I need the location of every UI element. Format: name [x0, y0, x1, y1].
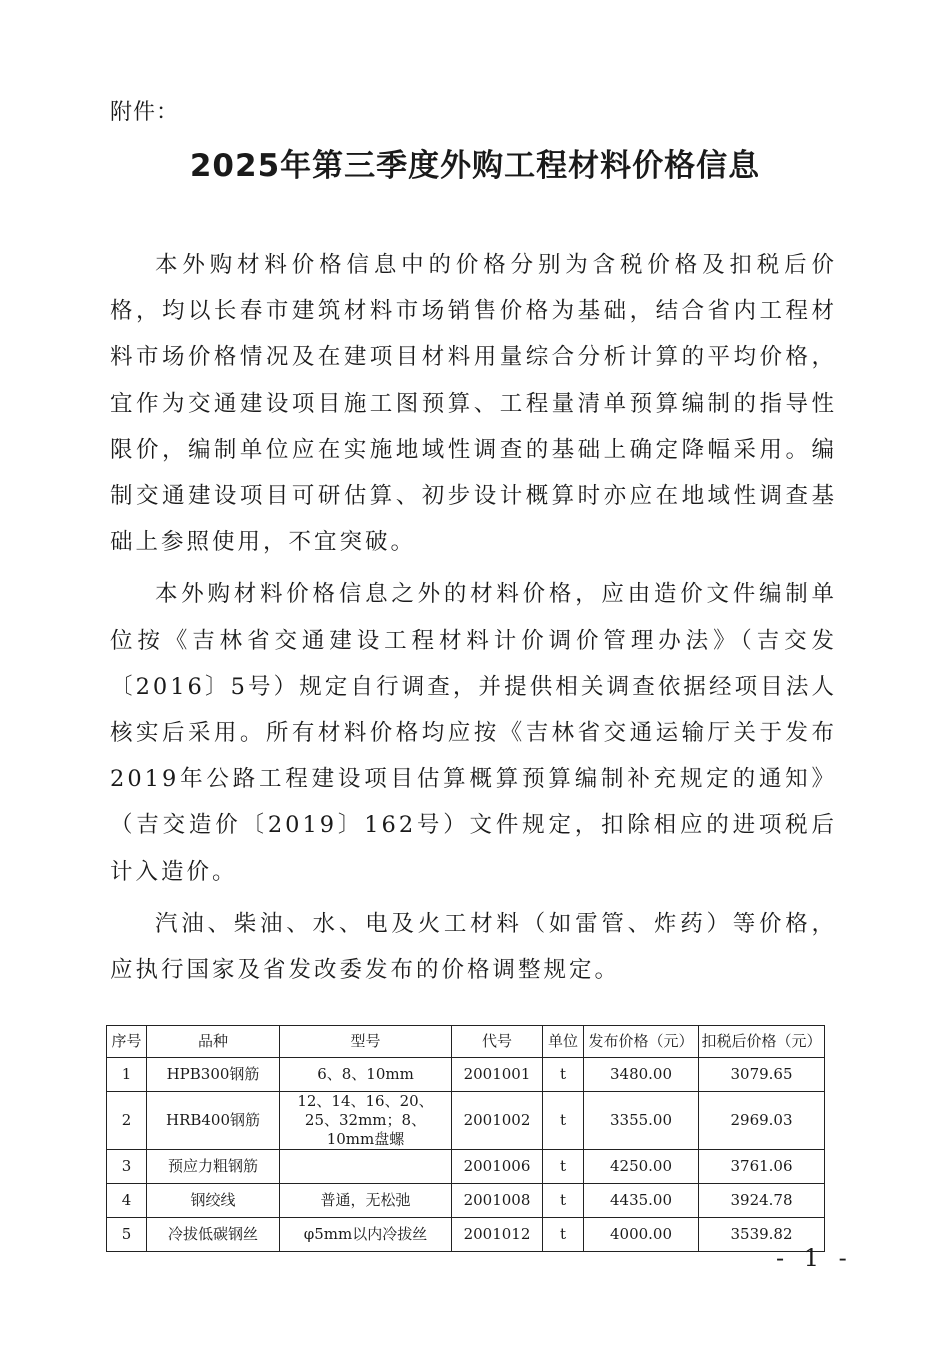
cell-variety: 钢绞线 [147, 1184, 280, 1218]
header-published-price: 发布价格（元） [584, 1026, 699, 1058]
cell-published-price: 3355.00 [584, 1092, 699, 1150]
header-unit: 单位 [543, 1026, 584, 1058]
cell-published-price: 3480.00 [584, 1058, 699, 1092]
page-number: - 1 - [776, 1244, 853, 1272]
cell-variety: HRB400钢筋 [147, 1092, 280, 1150]
paragraph-2: 本外购材料价格信息之外的材料价格，应由造价文件编制单位按《吉林省交通建设工程材料计价调价管理办法》（吉交发〔2016〕5号）规定自行调查，并提供相关调查依据经项目法人核实后采用。所有材料价格均应按《吉林省交通运输厅关于发布2019年公路工程建设项目估算概算预算编制补充规定的通知》（吉交造价〔2019〕162号）文件规定，扣除相应的进项税后计入造价。 [110, 581, 837, 885]
cell-variety: HPB300钢筋 [147, 1058, 280, 1092]
table-header-row [107, 1026, 825, 1058]
table-row [107, 1184, 825, 1218]
cell-variety: 预应力粗钢筋 [147, 1150, 280, 1184]
cell-after-tax-price: 3079.65 [699, 1058, 825, 1092]
cell-model: φ5mm以内冷拔丝 [280, 1218, 452, 1252]
cell-model: 普通，无松弛 [280, 1184, 452, 1218]
header-serial: 序号 [107, 1026, 147, 1058]
annex-label: 附件： [110, 100, 180, 125]
cell-unit: t [543, 1058, 584, 1092]
header-code: 代号 [452, 1026, 543, 1058]
cell-after-tax-price: 3924.78 [699, 1184, 825, 1218]
cell-unit: t [543, 1150, 584, 1184]
cell-serial: 3 [107, 1150, 147, 1184]
paragraph-1: 本外购材料价格信息中的价格分别为含税价格及扣税后价格，均以长春市建筑材料市场销售价格为基础，结合省内工程材料市场价格情况及在建项目材料用量综合分析计算的平均价格，宜作为交通建设项目施工图预算、工程量清单预算编制的指导性限价，编制单位应在实施地域性调查的基础上确定降幅采用。编制交通建设项目可研估算、初步设计概算时亦应在地域性调查基础上参照使用，不宜突破。 [110, 252, 837, 556]
header-model: 型号 [280, 1026, 452, 1058]
cell-serial: 2 [107, 1092, 147, 1150]
cell-unit: t [543, 1092, 584, 1150]
cell-unit: t [543, 1218, 584, 1252]
document-title: 2025年第三季度外购工程材料价格信息 [189, 148, 761, 184]
header-after-tax-price: 扣税后价格（元） [699, 1026, 825, 1058]
document-body [110, 242, 837, 999]
cell-model [280, 1150, 452, 1184]
cell-after-tax-price: 3539.82 [699, 1218, 825, 1252]
cell-model: 12、14、16、20、25、32mm；8、10mm盘螺 [280, 1092, 452, 1150]
cell-variety: 冷拔低碳钢丝 [147, 1218, 280, 1252]
cell-code: 2001002 [452, 1092, 543, 1150]
table-row [107, 1218, 825, 1252]
cell-code: 2001001 [452, 1058, 543, 1092]
cell-published-price: 4435.00 [584, 1184, 699, 1218]
cell-code: 2001006 [452, 1150, 543, 1184]
table-row [107, 1150, 825, 1184]
cell-published-price: 4000.00 [584, 1218, 699, 1252]
price-table [106, 1025, 825, 1252]
cell-serial: 1 [107, 1058, 147, 1092]
table-row [107, 1092, 825, 1150]
paragraph-3: 汽油、柴油、水、电及火工材料（如雷管、炸药）等价格，应执行国家及省发改委发布的价格调整规定。 [110, 910, 837, 984]
table-row [107, 1058, 825, 1092]
cell-serial: 5 [107, 1218, 147, 1252]
header-variety: 品种 [147, 1026, 280, 1058]
cell-model: 6、8、10mm [280, 1058, 452, 1092]
cell-code: 2001012 [452, 1218, 543, 1252]
cell-serial: 4 [107, 1184, 147, 1218]
cell-unit: t [543, 1184, 584, 1218]
cell-code: 2001008 [452, 1184, 543, 1218]
cell-published-price: 4250.00 [584, 1150, 699, 1184]
cell-after-tax-price: 2969.03 [699, 1092, 825, 1150]
cell-after-tax-price: 3761.06 [699, 1150, 825, 1184]
